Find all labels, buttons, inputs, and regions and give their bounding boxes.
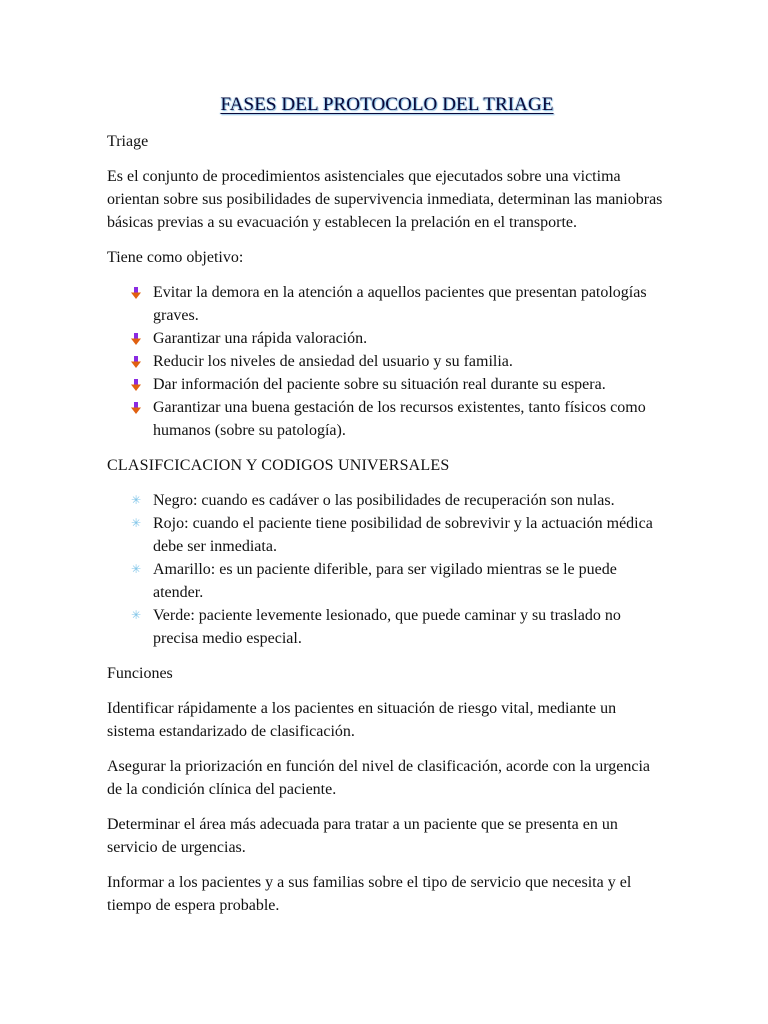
objectives-list bbox=[107, 281, 667, 442]
function-paragraph: Asegurar la priorización en función del nivel de clasificación, acorde con la urgencia de la condición clínica del paciente. bbox=[107, 758, 651, 798]
star-bullet-icon: ✳ bbox=[130, 608, 142, 622]
down-arrow-bullet-icon bbox=[129, 396, 143, 419]
star-bullet-icon: ✳ bbox=[130, 493, 142, 507]
down-arrow-bullet-icon bbox=[129, 281, 143, 304]
list-item: Dar información del paciente sobre su situación real durante su espera. bbox=[153, 373, 667, 396]
list-item: ✳ Verde: paciente levemente lesionado, que puede caminar y su traslado no precisa medio especial. bbox=[153, 604, 667, 650]
codes-list bbox=[107, 489, 667, 650]
function-paragraph: Informar a los pacientes y a sus familias sobre el tipo de servicio que necesita y el tiempo de espera probable. bbox=[107, 874, 632, 914]
triage-definition: Es el conjunto de procedimientos asistenciales que ejecutados sobre una victima orientan sobre sus posibilidades de supervivencia inmediata, determinan las maniobras básicas previas a su evacuación y establecen la prelación en el transporte. bbox=[107, 168, 663, 231]
section-heading-triage: Triage bbox=[107, 133, 149, 150]
document-title: FASES DEL PROTOCOLO DEL TRIAGE bbox=[220, 94, 554, 115]
list-item: Garantizar una buena gestación de los recursos existentes, tanto físicos como humanos (sobre su patología). bbox=[153, 396, 667, 442]
star-bullet-icon: ✳ bbox=[130, 516, 142, 530]
list-item: ✳ Rojo: cuando el paciente tiene posibilidad de sobrevivir y la actuación médica debe ser inmediata. bbox=[153, 512, 667, 558]
list-item: ✳ Amarillo: es un paciente diferible, para ser vigilado mientras se le puede atender. bbox=[153, 558, 667, 604]
functions-heading: Funciones bbox=[107, 665, 173, 682]
list-item: Evitar la demora en la atención a aquellos pacientes que presentan patologías graves. bbox=[153, 281, 667, 327]
list-item: Reducir los niveles de ansiedad del usuario y su familia. bbox=[153, 350, 667, 373]
classification-heading: CLASIFCICACION Y CODIGOS UNIVERSALES bbox=[107, 457, 450, 474]
objective-heading: Tiene como objetivo: bbox=[107, 249, 244, 266]
list-item: ✳ Negro: cuando es cadáver o las posibilidades de recuperación son nulas. bbox=[153, 489, 667, 512]
document-page bbox=[107, 92, 667, 929]
down-arrow-bullet-icon bbox=[129, 327, 143, 350]
down-arrow-bullet-icon bbox=[129, 373, 143, 396]
down-arrow-bullet-icon bbox=[129, 350, 143, 373]
function-paragraph: Identificar rápidamente a los pacientes en situación de riesgo vital, mediante un sistema estandarizado de clasificación. bbox=[107, 700, 617, 740]
list-item: Garantizar una rápida valoración. bbox=[153, 327, 667, 350]
function-paragraph: Determinar el área más adecuada para tratar a un paciente que se presenta en un servicio de urgencias. bbox=[107, 816, 618, 856]
star-bullet-icon: ✳ bbox=[130, 562, 142, 576]
